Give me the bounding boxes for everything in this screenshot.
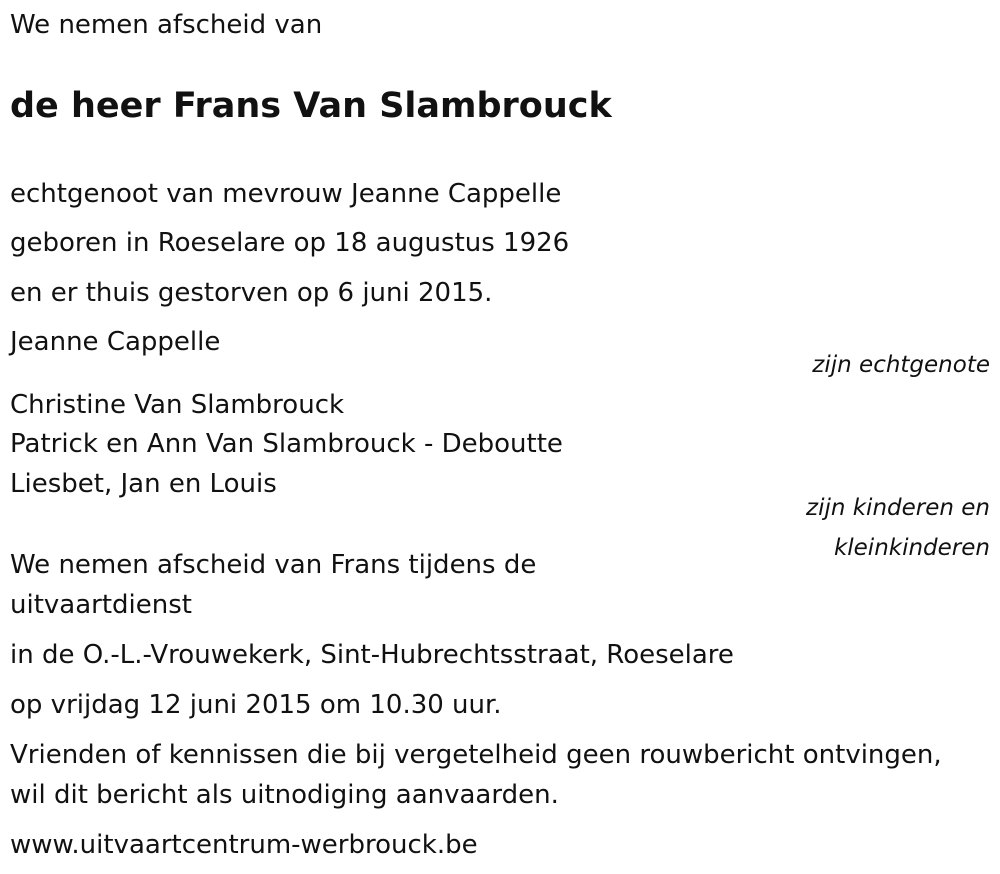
service-datetime: op vrijdag 12 juni 2015 om 10.30 uur. bbox=[10, 690, 502, 720]
detail-line-spouse: echtgenoot van mevrouw Jeanne Cappelle bbox=[10, 179, 562, 209]
spouse-role: zijn echtgenote bbox=[812, 352, 990, 378]
service-line-2: uitvaartdienst bbox=[10, 590, 192, 620]
service-location: in de O.-L.-Vrouwekerk, Sint-Hubrechtsstraat, Roeselare bbox=[10, 640, 734, 670]
deceased-name: de heer Frans Van Slambrouck bbox=[10, 86, 612, 126]
detail-line-death: en er thuis gestorven op 6 juni 2015. bbox=[10, 278, 493, 308]
intro-text: We nemen afscheid van bbox=[10, 10, 323, 40]
child-name-3: Liesbet, Jan en Louis bbox=[10, 469, 277, 499]
children-role-line-2: kleinkinderen bbox=[833, 535, 990, 561]
child-name-2: Patrick en Ann Van Slambrouck - Deboutte bbox=[10, 429, 563, 459]
spouse-name: Jeanne Cappelle bbox=[10, 327, 221, 357]
notice-line-1: Vrienden of kennissen die bij vergetelheid geen rouwbericht ontvingen, bbox=[10, 740, 942, 770]
service-line-1: We nemen afscheid van Frans tijdens de bbox=[10, 550, 537, 580]
children-role-line-1: zijn kinderen en bbox=[806, 495, 990, 521]
notice-line-2: wil dit bericht als uitnodiging aanvaarden. bbox=[10, 780, 559, 810]
child-name-1: Christine Van Slambrouck bbox=[10, 390, 345, 420]
detail-line-birth: geboren in Roeselare op 18 augustus 1926 bbox=[10, 228, 570, 258]
website-link[interactable]: www.uitvaartcentrum-werbrouck.be bbox=[10, 830, 478, 860]
